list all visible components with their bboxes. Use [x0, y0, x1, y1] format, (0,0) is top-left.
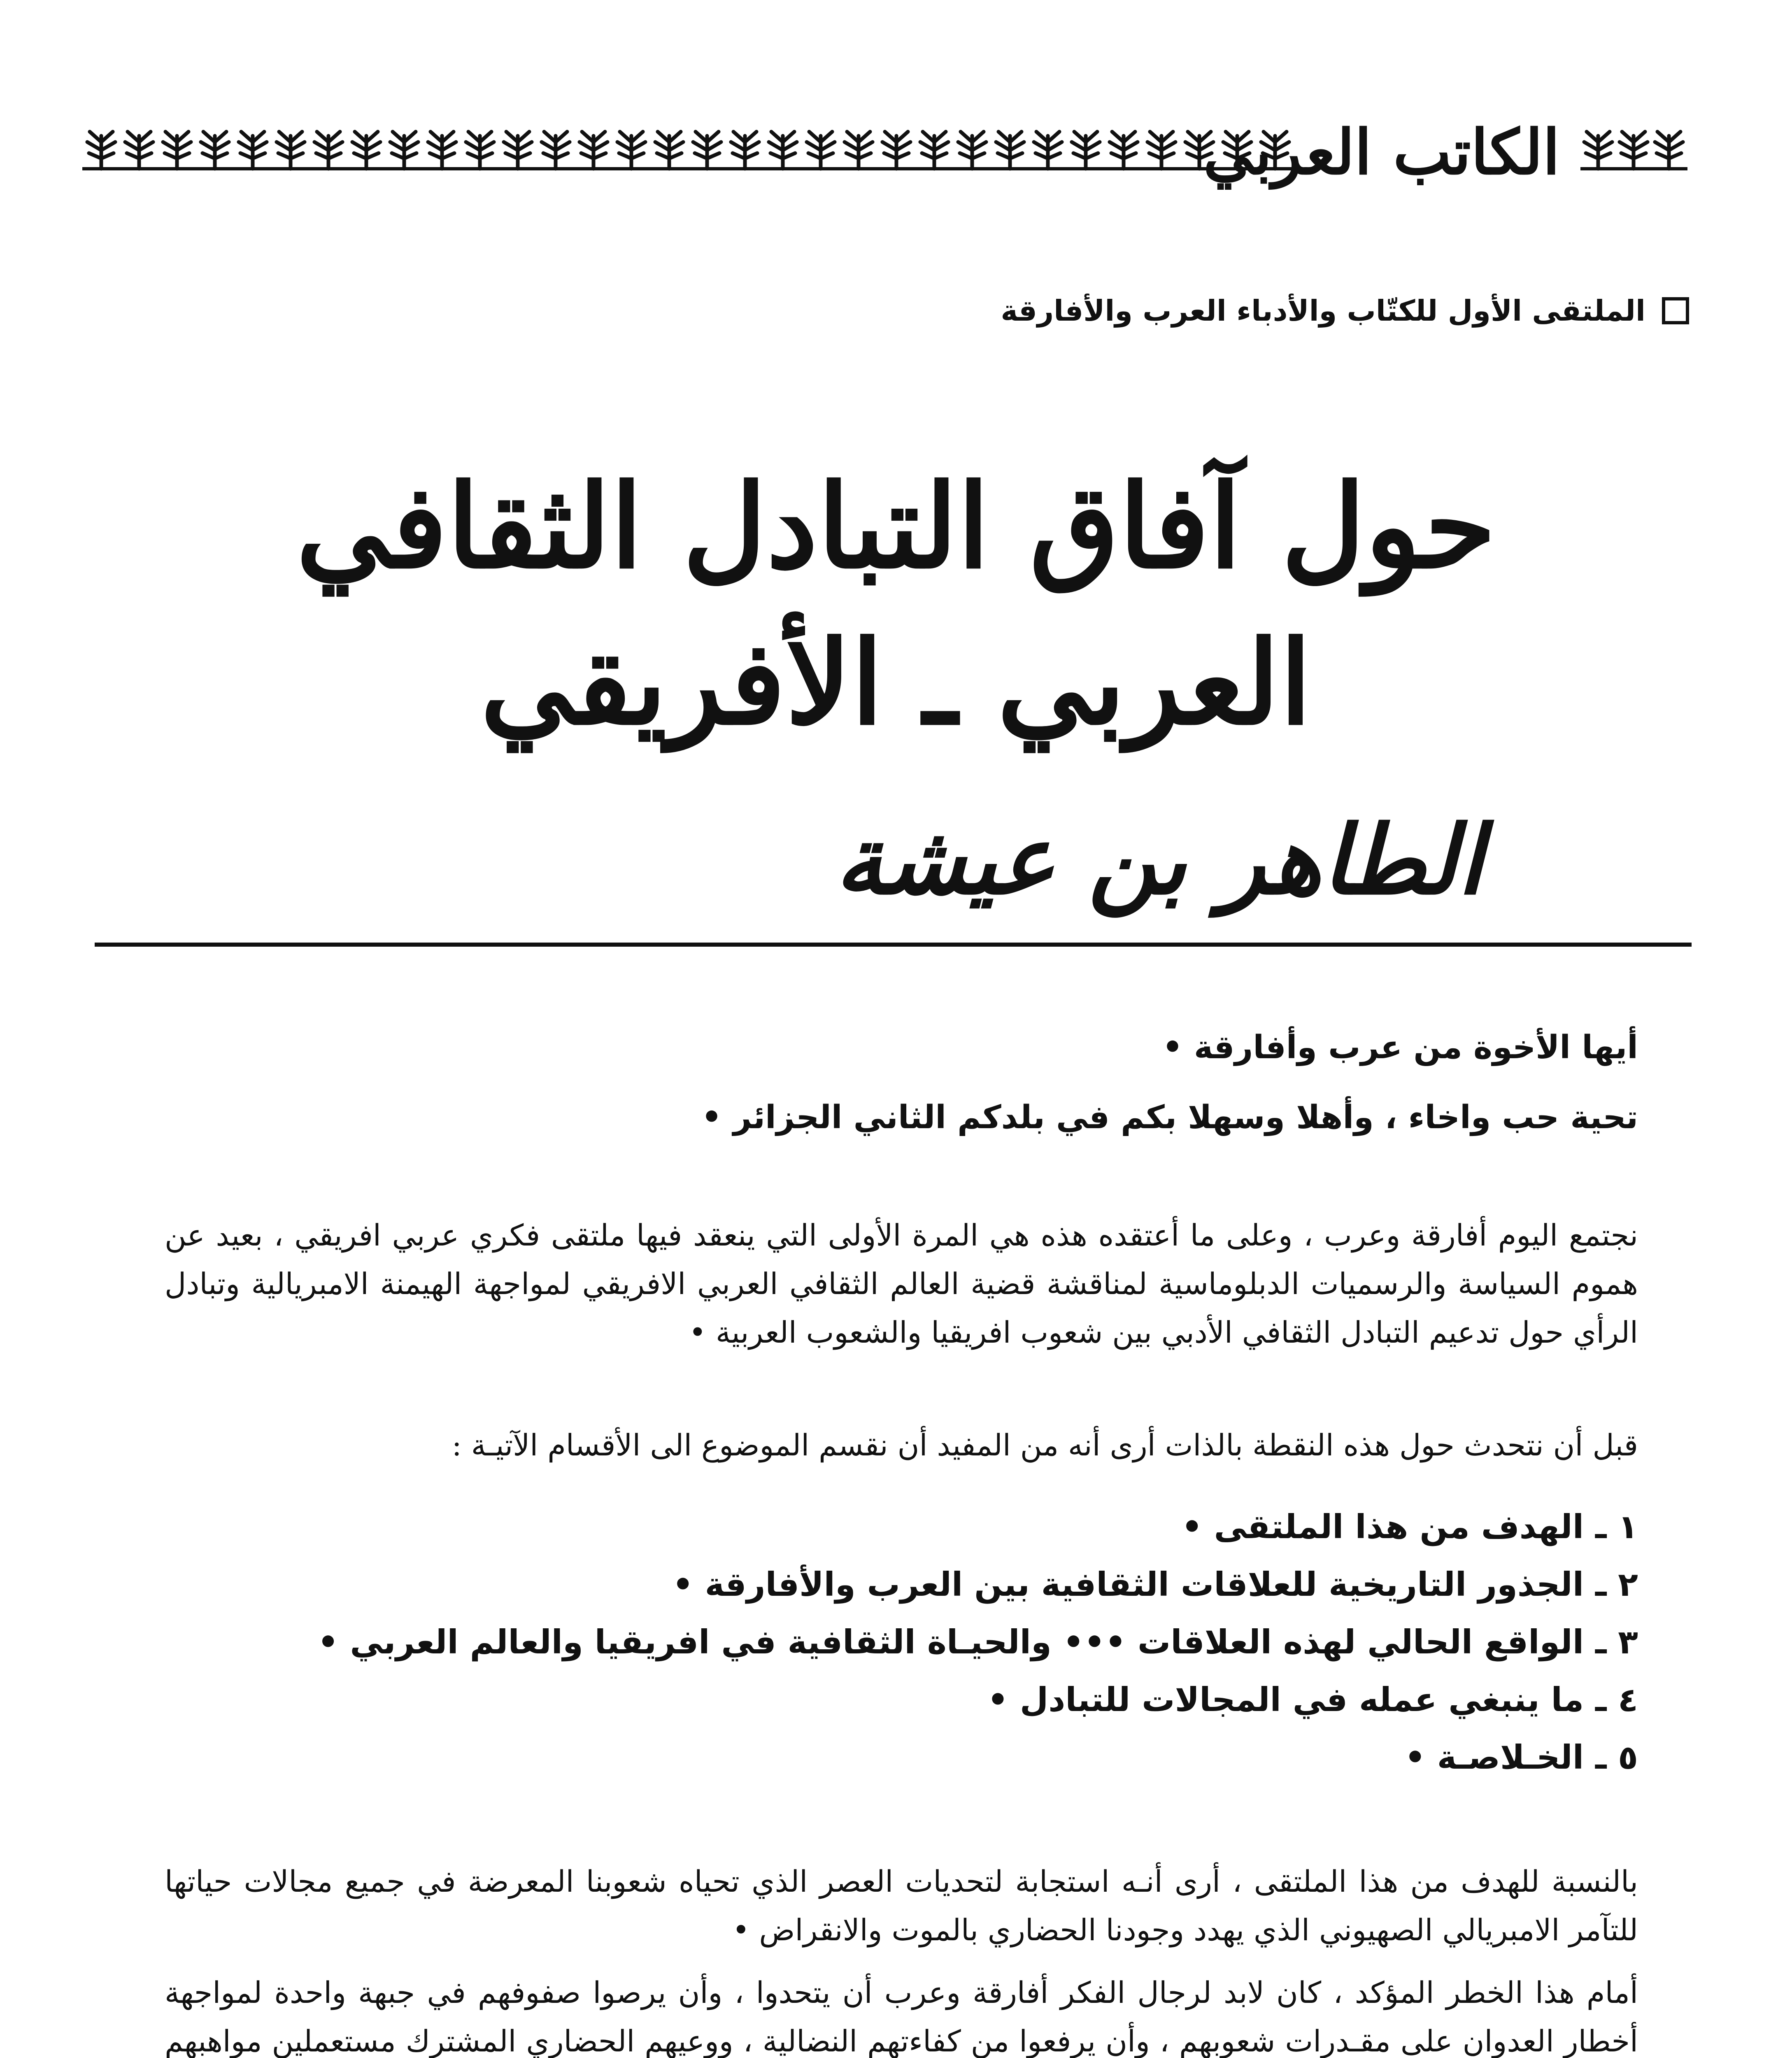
list-item: ٤ ـ ما ينبغي عمله في المجالات للتبادل • [987, 1681, 1638, 1719]
article-title-line-1: حول آفاق التبادل الثقافي [296, 459, 1496, 594]
section-title: الملتقى الأول للكتّاب والأدباء العرب والأفارقة [1001, 294, 1645, 328]
checkbox-icon [1662, 297, 1689, 324]
divider [95, 943, 1692, 947]
list-item: ٣ ـ الواقع الحالي لهذه العلاقات ••• والحيـاة الثقافية في افريقيا والعالم العربي • [317, 1623, 1638, 1661]
body-paragraph: أمام هذا الخطر المؤكد ، كان لابد لرجال الفكر أفارقة وعرب أن يتحدوا ، وأن يرصوا صفوفهم في جبهة واحدة لمواجهة أخطار العدوان على مقـدرات شعوبهم ، وأن يرفعوا من كفاءتهم النضالية ، ووعيهم الحضاري المشترك مستعملين مواهبهم [165, 1975, 1638, 2058]
list-item: ٥ ـ الخـلاصـة • [1404, 1738, 1638, 1776]
masthead-logo: الكاتب العربي [1203, 116, 1560, 189]
article-title-line-2: العربي ـ الأفريقي [480, 615, 1312, 751]
author-name: الطاهر بن عيشة [835, 805, 1483, 916]
list-item: ١ ـ الهدف من هذا الملتقى • [1181, 1508, 1638, 1546]
palm-ornament-icon [82, 128, 1296, 177]
body-paragraph: نجتمع اليوم أفارقة وعرب ، وعلى ما أعتقده هذه هي المرة الأولى التي ينعقد فيها ملتقى فكري عربي افريقي ، بعيد عن هموم السياسة والرسميات الدبلوماسية لمناقشة قضية العالم الثقافي العربي الافريقي لمواجهة الهيمنة الامبريالية وتبادل الرأي حول تدعيم التبادل الثقافي الأدبي بين شعوب افريقيا والشعوب العربية • [165, 1218, 1638, 1350]
header-band [82, 111, 1687, 206]
greeting-line: تحية حب واخاء ، وأهلا وسهلا بكم في بلدكم الثاني الجزائر • [701, 1099, 1638, 1136]
greeting-line: أيها الأخوة من عرب وأفارقة • [1162, 1029, 1638, 1066]
section-outline-list [165, 1498, 1638, 1786]
palm-ornament-icon [1580, 128, 1687, 177]
section-label [1001, 288, 1689, 333]
body-paragraph: قبل أن نتحدث حول هذه النقطة بالذات أرى أنه من المفيد أن نقسم الموضوع الى الأقسام الآتيـة : [451, 1428, 1638, 1462]
body-paragraph: بالنسبة للهدف من هذا الملتقى ، أرى أنـه استجابة لتحديات العصر الذي تحياه شعوبنا المعرضة في جميع مجالات حياتها للتآمر الامبريالي الصهيوني الذي يهدد وجودنا الحضاري بالموت والانقراض • [165, 1864, 1638, 1947]
list-item: ٢ ـ الجذور التاريخية للعلاقات الثقافية بين العرب والأفارقة • [672, 1565, 1638, 1604]
